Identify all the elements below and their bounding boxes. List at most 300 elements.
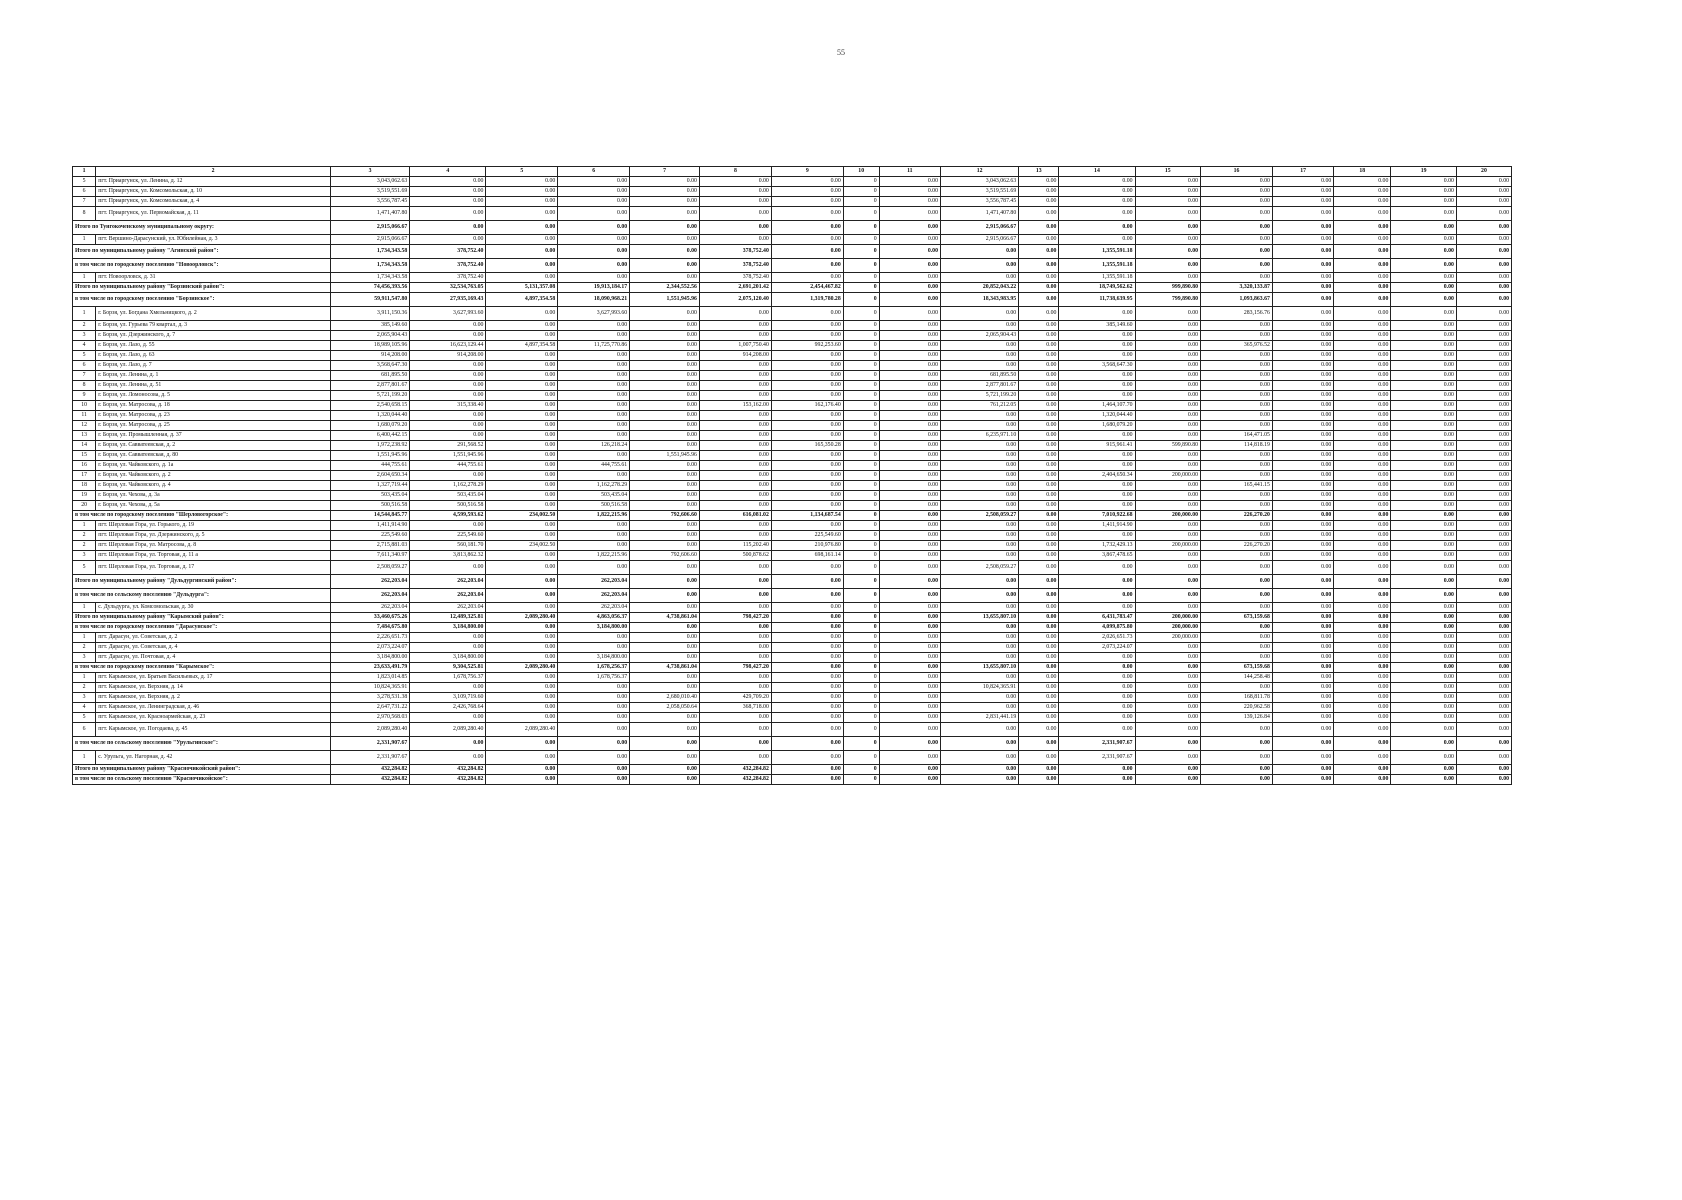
amount-cell: 0.00 (1135, 351, 1201, 361)
amount-cell: 0.00 (1272, 351, 1333, 361)
amount-cell: 200,000.00 (1135, 471, 1201, 481)
amount-cell: 0.00 (630, 307, 700, 321)
amount-cell: 0.00 (486, 371, 558, 381)
amount-cell: 0.00 (1135, 401, 1201, 411)
amount-cell: 0.00 (410, 471, 486, 481)
subtotal-row (73, 775, 1512, 785)
amount-cell: 0.00 (1135, 521, 1201, 531)
amount-cell: 0.00 (699, 197, 771, 207)
amount-cell: 0.00 (1019, 575, 1059, 589)
amount-cell: 0.00 (630, 471, 700, 481)
amount-cell: 0.00 (1135, 723, 1201, 737)
amount-cell: 0.00 (699, 737, 771, 751)
amount-cell: 1,411,914.90 (330, 521, 409, 531)
amount-cell: 0.00 (558, 737, 630, 751)
amount-cell: 0.00 (771, 491, 843, 501)
amount-cell: 0.00 (699, 381, 771, 391)
amount-cell: 0.00 (1334, 643, 1391, 653)
amount-cell: 13,655,807.10 (940, 663, 1018, 673)
address-cell: пгт. Шерловая Гора, ул. Горького, д. 19 (96, 521, 331, 531)
amount-cell: 0.00 (771, 391, 843, 401)
amount-cell: 0.00 (1456, 613, 1511, 623)
amount-cell: 1,551,945.96 (410, 451, 486, 461)
amount-cell: 0.00 (1201, 259, 1273, 273)
amount-cell: 0.00 (1272, 361, 1333, 371)
amount-cell: 0 (843, 391, 879, 401)
amount-cell: 0.00 (558, 273, 630, 283)
amount-cell: 0.00 (486, 259, 558, 273)
amount-cell: 0.00 (771, 775, 843, 785)
amount-cell: 0.00 (1456, 673, 1511, 683)
address-cell: г. Борзя, ул. Матросова, д. 18 (96, 401, 331, 411)
amount-cell: 0.00 (1391, 307, 1457, 321)
amount-cell: 0.00 (1334, 283, 1391, 293)
amount-cell: 0.00 (630, 361, 700, 371)
amount-cell: 0.00 (1019, 751, 1059, 765)
amount-cell: 0.00 (1135, 575, 1201, 589)
amount-cell: 1,732,429.13 (1059, 541, 1135, 551)
address-cell: пгт. Приаргунск, ул. Комсомольская, д. 4 (96, 197, 331, 207)
amount-cell: 1,734,343.58 (330, 259, 409, 273)
amount-cell: 315,338.40 (410, 401, 486, 411)
amount-cell: 0.00 (486, 421, 558, 431)
amount-cell: 0.00 (410, 235, 486, 245)
amount-cell: 0.00 (879, 293, 940, 307)
amount-cell: 6,400,442.15 (330, 431, 409, 441)
amount-cell: 0.00 (879, 411, 940, 421)
amount-cell: 0.00 (1201, 683, 1273, 693)
amount-cell: 0.00 (771, 331, 843, 341)
amount-cell: 0.00 (410, 421, 486, 431)
table-row (73, 481, 1512, 491)
amount-cell: 0.00 (879, 501, 940, 511)
amount-cell: 0.00 (1391, 177, 1457, 187)
amount-cell: 0.00 (1059, 589, 1135, 603)
amount-cell: 1,972,238.92 (330, 441, 409, 451)
amount-cell: 0.00 (1135, 643, 1201, 653)
amount-cell: 0 (843, 421, 879, 431)
table-row (73, 501, 1512, 511)
amount-cell: 0.00 (699, 623, 771, 633)
amount-cell: 0.00 (1272, 603, 1333, 613)
amount-cell: 0.00 (699, 321, 771, 331)
amount-cell: 0.00 (1201, 197, 1273, 207)
address-cell: пгт. Шерловая Гора, ул. Торговая, д. 11 а (96, 551, 331, 561)
amount-cell: 0.00 (1272, 259, 1333, 273)
amount-cell: 0.00 (1135, 737, 1201, 751)
amount-cell: 0.00 (1135, 693, 1201, 703)
amount-cell: 0.00 (1456, 751, 1511, 765)
amount-cell: 2,404,650.34 (1059, 471, 1135, 481)
amount-cell: 0.00 (1334, 613, 1391, 623)
amount-cell: 18,343,983.95 (940, 293, 1018, 307)
amount-cell: 0.00 (940, 775, 1018, 785)
amount-cell: 0.00 (1272, 589, 1333, 603)
amount-cell: 0.00 (771, 683, 843, 693)
row-index: 8 (73, 381, 96, 391)
amount-cell: 2,877,801.67 (330, 381, 409, 391)
amount-cell: 0.00 (940, 673, 1018, 683)
amount-cell: 0.00 (1135, 451, 1201, 461)
amount-cell: 2,073,224.07 (330, 643, 409, 653)
amount-cell: 0.00 (699, 723, 771, 737)
row-index: 10 (73, 401, 96, 411)
amount-cell: 0.00 (940, 461, 1018, 471)
amount-cell: 1,411,914.90 (1059, 521, 1135, 531)
amount-cell: 0.00 (1391, 461, 1457, 471)
amount-cell: 0.00 (1272, 765, 1333, 775)
amount-cell: 18,989,105.96 (330, 341, 409, 351)
amount-cell: 0.00 (558, 521, 630, 531)
table-row (73, 431, 1512, 441)
subtotal-label: в том числе по городскому поселению "Новоорловск": (73, 259, 331, 273)
column-number: 6 (558, 167, 630, 177)
address-cell: пгт. Дарасун, ул. Почтовая, д. 4 (96, 653, 331, 663)
address-cell: пгт. Дарасун, ул. Советская, д. 2 (96, 633, 331, 643)
amount-cell: 0.00 (630, 481, 700, 491)
amount-cell: 0.00 (879, 765, 940, 775)
amount-cell: 2,604,650.34 (330, 471, 409, 481)
amount-cell: 0.00 (486, 653, 558, 663)
amount-cell: 0.00 (940, 703, 1018, 713)
amount-cell: 2,508,059.27 (330, 561, 409, 575)
amount-cell: 0.00 (879, 221, 940, 235)
amount-cell: 0.00 (630, 461, 700, 471)
amount-cell: 0.00 (940, 723, 1018, 737)
amount-cell: 10,824,365.91 (330, 683, 409, 693)
amount-cell: 0.00 (1391, 751, 1457, 765)
amount-cell: 0.00 (1059, 381, 1135, 391)
amount-cell: 27,935,169.43 (410, 293, 486, 307)
column-number: 3 (330, 167, 409, 177)
subtotal-label: Итого по муниципальному району "Красночикойский район": (73, 765, 331, 775)
amount-cell: 226,270.20 (1201, 511, 1273, 521)
amount-cell: 1,822,215.96 (558, 551, 630, 561)
amount-cell: 0.00 (630, 633, 700, 643)
amount-cell: 225,549.60 (771, 531, 843, 541)
amount-cell: 0.00 (940, 273, 1018, 283)
row-index: 20 (73, 501, 96, 511)
amount-cell: 1,355,591.18 (1059, 273, 1135, 283)
amount-cell: 0.00 (1391, 633, 1457, 643)
amount-cell: 0 (843, 521, 879, 531)
amount-cell: 1,680,079.20 (330, 421, 409, 431)
amount-cell: 0.00 (1391, 197, 1457, 207)
amount-cell: 0.00 (1201, 421, 1273, 431)
amount-cell: 0.00 (1272, 431, 1333, 441)
amount-cell: 0.00 (1135, 321, 1201, 331)
amount-cell: 0.00 (771, 235, 843, 245)
amount-cell: 0.00 (1456, 561, 1511, 575)
amount-cell: 0.00 (771, 703, 843, 713)
address-cell: г. Борзя, ул. Чайковского, д. 2 (96, 471, 331, 481)
amount-cell: 0.00 (771, 371, 843, 381)
amount-cell: 0.00 (558, 391, 630, 401)
amount-cell: 226,270.20 (1201, 541, 1273, 551)
amount-cell: 1,355,591.18 (1059, 259, 1135, 273)
amount-cell: 0.00 (1019, 259, 1059, 273)
amount-cell: 0.00 (879, 633, 940, 643)
amount-cell: 1,551,945.96 (630, 293, 700, 307)
amount-cell: 0.00 (1135, 765, 1201, 775)
amount-cell: 0.00 (1135, 421, 1201, 431)
amount-cell: 0.00 (1059, 235, 1135, 245)
address-cell: пгт. Карымское, ул. Красноармейская, д. 23 (96, 713, 331, 723)
amount-cell: 0.00 (699, 653, 771, 663)
amount-cell: 144,258.48 (1201, 673, 1273, 683)
row-index: 7 (73, 197, 96, 207)
amount-cell: 0.00 (1272, 293, 1333, 307)
amount-cell: 0.00 (1019, 703, 1059, 713)
address-cell: г. Борзя, ул. Дзержинского, д. 7 (96, 331, 331, 341)
amount-cell: 0.00 (486, 737, 558, 751)
amount-cell: 2,331,907.67 (330, 737, 409, 751)
amount-cell: 0.00 (1272, 401, 1333, 411)
amount-cell: 0.00 (1059, 187, 1135, 197)
amount-cell: 262,203.04 (330, 603, 409, 613)
amount-cell: 0.00 (1272, 541, 1333, 551)
column-number: 11 (879, 167, 940, 177)
amount-cell: 16,623,129.44 (410, 341, 486, 351)
amount-cell: 0.00 (771, 633, 843, 643)
amount-cell: 0.00 (1272, 575, 1333, 589)
amount-cell: 0.00 (1391, 663, 1457, 673)
amount-cell: 0.00 (410, 221, 486, 235)
amount-cell: 3,911,150.36 (330, 307, 409, 321)
column-number: 18 (1334, 167, 1391, 177)
amount-cell: 0.00 (1019, 673, 1059, 683)
amount-cell: 20,852,043.22 (940, 283, 1018, 293)
amount-cell: 0.00 (699, 501, 771, 511)
amount-cell: 0.00 (1135, 673, 1201, 683)
amount-cell: 0.00 (699, 531, 771, 541)
amount-cell: 0.00 (1334, 511, 1391, 521)
amount-cell: 0.00 (1019, 481, 1059, 491)
row-index: 3 (73, 551, 96, 561)
amount-cell: 0.00 (630, 187, 700, 197)
amount-cell: 0.00 (1334, 723, 1391, 737)
amount-cell: 0.00 (1391, 245, 1457, 259)
amount-cell: 0.00 (879, 603, 940, 613)
amount-cell: 0.00 (1272, 245, 1333, 259)
amount-cell: 59,911,547.80 (330, 293, 409, 307)
amount-cell: 0.00 (1334, 293, 1391, 307)
amount-cell: 0.00 (410, 633, 486, 643)
amount-cell: 0.00 (699, 481, 771, 491)
amount-cell: 0.00 (1334, 693, 1391, 703)
row-index: 2 (73, 643, 96, 653)
amount-cell: 0.00 (771, 693, 843, 703)
amount-cell: 1,320,044.40 (1059, 411, 1135, 421)
row-index: 1 (73, 673, 96, 683)
amount-cell: 0.00 (879, 341, 940, 351)
amount-cell: 0.00 (1456, 245, 1511, 259)
amount-cell: 0.00 (1201, 207, 1273, 221)
row-index: 14 (73, 441, 96, 451)
amount-cell: 0.00 (879, 683, 940, 693)
amount-cell: 0.00 (1456, 703, 1511, 713)
amount-cell: 2,331,907.67 (1059, 737, 1135, 751)
amount-cell: 0.00 (1391, 713, 1457, 723)
amount-cell: 0.00 (1391, 341, 1457, 351)
amount-cell: 0.00 (558, 765, 630, 775)
amount-cell: 0.00 (1272, 663, 1333, 673)
amount-cell: 0.00 (1456, 351, 1511, 361)
amount-cell: 0.00 (879, 331, 940, 341)
amount-cell: 0.00 (630, 259, 700, 273)
table-row (73, 451, 1512, 461)
amount-cell: 444,755.61 (558, 461, 630, 471)
amount-cell: 0.00 (486, 411, 558, 421)
amount-cell: 0.00 (1272, 461, 1333, 471)
amount-cell: 0.00 (1334, 531, 1391, 541)
amount-cell: 0.00 (1059, 683, 1135, 693)
amount-cell: 0.00 (630, 775, 700, 785)
amount-cell: 12,489,325.81 (410, 613, 486, 623)
amount-cell: 2,426,768.64 (410, 703, 486, 713)
amount-cell: 0.00 (1272, 673, 1333, 683)
amount-cell: 74,456,393.56 (330, 283, 409, 293)
amount-cell: 0.00 (1334, 765, 1391, 775)
amount-cell: 2,970,568.03 (330, 713, 409, 723)
amount-cell: 0.00 (1334, 703, 1391, 713)
amount-cell: 2,065,904.43 (330, 331, 409, 341)
amount-cell: 0.00 (1019, 307, 1059, 321)
amount-cell: 0.00 (1456, 461, 1511, 471)
amount-cell: 0.00 (879, 421, 940, 431)
subtotal-row (73, 511, 1512, 521)
amount-cell: 7,611,340.97 (330, 551, 409, 561)
amount-cell: 0.00 (771, 723, 843, 737)
amount-cell: 0 (843, 501, 879, 511)
amount-cell: 0.00 (1272, 643, 1333, 653)
address-cell: пгт. Карымское, ул. Верхняя, д. 2 (96, 693, 331, 703)
amount-cell: 0.00 (630, 603, 700, 613)
amount-cell: 4,897,354.58 (486, 293, 558, 307)
amount-cell: 0.00 (771, 177, 843, 187)
amount-cell: 0.00 (1334, 603, 1391, 613)
amount-cell: 0.00 (630, 431, 700, 441)
amount-cell: 0.00 (1456, 321, 1511, 331)
amount-cell: 2,715,881.03 (330, 541, 409, 551)
amount-cell: 0.00 (1456, 293, 1511, 307)
amount-cell: 0.00 (1135, 371, 1201, 381)
amount-cell: 262,203.04 (330, 589, 409, 603)
amount-cell: 0.00 (1135, 531, 1201, 541)
amount-cell: 0.00 (1334, 481, 1391, 491)
amount-cell: 0.00 (486, 775, 558, 785)
amount-cell: 0 (843, 531, 879, 541)
table-row (73, 551, 1512, 561)
amount-cell: 0.00 (1059, 197, 1135, 207)
amount-cell: 914,208.00 (699, 351, 771, 361)
amount-cell: 0.00 (879, 259, 940, 273)
row-index: 1 (73, 633, 96, 643)
amount-cell: 0.00 (940, 259, 1018, 273)
subtotal-row (73, 221, 1512, 235)
amount-cell: 0 (843, 381, 879, 391)
amount-cell: 0.00 (879, 307, 940, 321)
amount-cell: 10,824,365.91 (940, 683, 1018, 693)
amount-cell: 0.00 (1201, 653, 1273, 663)
amount-cell: 0 (843, 481, 879, 491)
amount-cell: 0.00 (558, 431, 630, 441)
column-number: 12 (940, 167, 1018, 177)
amount-cell: 0.00 (630, 411, 700, 421)
amount-cell: 0.00 (1272, 531, 1333, 541)
amount-cell: 3,320,133.87 (1201, 283, 1273, 293)
table-row (73, 361, 1512, 371)
amount-cell: 0.00 (1456, 541, 1511, 551)
amount-cell: 0.00 (1059, 703, 1135, 713)
amount-cell: 0.00 (630, 421, 700, 431)
amount-cell: 0 (843, 273, 879, 283)
address-cell: пгт. Шерловая Гора, ул. Торговая, д. 17 (96, 561, 331, 575)
amount-cell: 3,519,551.69 (940, 187, 1018, 197)
amount-cell: 0.00 (1059, 307, 1135, 321)
amount-cell: 0.00 (1135, 381, 1201, 391)
amount-cell: 0.00 (486, 693, 558, 703)
amount-cell: 11,738,639.95 (1059, 293, 1135, 307)
amount-cell: 225,549.60 (410, 531, 486, 541)
amount-cell: 0.00 (940, 751, 1018, 765)
column-number: 1 (73, 167, 96, 177)
amount-cell: 0.00 (1201, 461, 1273, 471)
amount-cell: 0.00 (699, 391, 771, 401)
amount-cell: 0.00 (558, 235, 630, 245)
amount-cell: 0.00 (1456, 421, 1511, 431)
subtotal-label: в том числе по сельскому поселению "Урульгинское": (73, 737, 331, 751)
amount-cell: 0.00 (699, 431, 771, 441)
amount-cell: 0.00 (486, 603, 558, 613)
amount-cell: 0.00 (1334, 589, 1391, 603)
subtotal-label: в том числе по городскому поселению "Дарасунское": (73, 623, 331, 633)
amount-cell: 0.00 (879, 693, 940, 703)
amount-cell: 262,203.04 (558, 575, 630, 589)
amount-cell: 0.00 (410, 197, 486, 207)
subtotal-row (73, 293, 1512, 307)
amount-cell: 0.00 (410, 561, 486, 575)
amount-cell: 4,738,861.04 (630, 613, 700, 623)
amount-cell: 0.00 (1334, 235, 1391, 245)
amount-cell: 0.00 (630, 673, 700, 683)
amount-cell: 0.00 (1334, 351, 1391, 361)
amount-cell: 0.00 (486, 351, 558, 361)
amount-cell: 0 (843, 643, 879, 653)
amount-cell: 0.00 (630, 643, 700, 653)
amount-cell: 0.00 (1135, 245, 1201, 259)
amount-cell: 0.00 (1272, 693, 1333, 703)
amount-cell: 0 (843, 683, 879, 693)
amount-cell: 0 (843, 693, 879, 703)
amount-cell: 0.00 (1019, 461, 1059, 471)
amount-cell: 0.00 (1391, 703, 1457, 713)
amount-cell: 0.00 (486, 551, 558, 561)
amount-cell: 0.00 (1391, 481, 1457, 491)
address-cell: пгт. Приаргунск, ул. Комсомольская, д. 10 (96, 187, 331, 197)
amount-cell: 1,007,750.40 (699, 341, 771, 351)
amount-cell: 0.00 (486, 561, 558, 575)
amount-cell: 0.00 (630, 321, 700, 331)
amount-cell: 0.00 (410, 737, 486, 751)
table-row (73, 683, 1512, 693)
amount-cell: 0 (843, 321, 879, 331)
amount-cell: 0.00 (486, 187, 558, 197)
amount-cell: 115,202.40 (699, 541, 771, 551)
amount-cell: 0.00 (699, 441, 771, 451)
amount-cell: 0.00 (1272, 551, 1333, 561)
amount-cell: 0.00 (940, 541, 1018, 551)
